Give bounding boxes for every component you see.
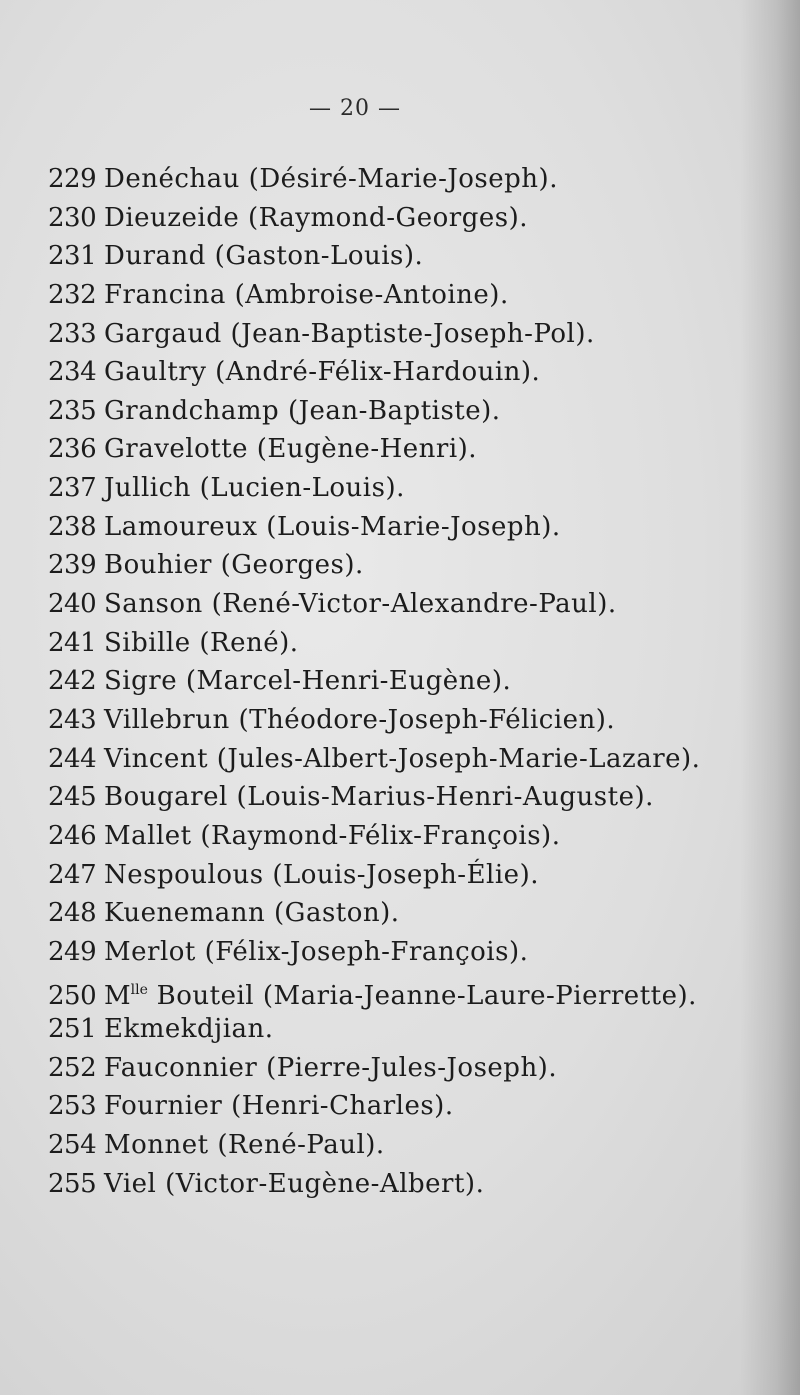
entry-number: 254 — [48, 1130, 97, 1161]
entry-name: Denéchau (Désiré-Marie-Joseph). — [104, 164, 558, 194]
entry-name: Villebrun (Théodore-Joseph-Félicien). — [104, 704, 616, 735]
entry-number: 246 — [48, 820, 97, 851]
list-item — [48, 1010, 768, 1049]
entry-name: Gravelotte (Eugène-Henri). — [104, 434, 478, 465]
list-item — [48, 160, 768, 199]
list-item — [48, 1126, 768, 1165]
entry-name: Merlot (Félix-Joseph-François). — [104, 936, 529, 967]
list-item — [48, 856, 768, 895]
list-item — [48, 585, 768, 624]
entry-name: Bouteil (Maria-Jeanne-Laure-Pierrette). — [147, 981, 697, 1012]
entry-name: Sanson (René-Victor-Alexandre-Paul). — [104, 589, 617, 620]
entry-name: Gargaud (Jean-Baptiste-Joseph-Pol). — [104, 318, 595, 349]
entry-number: 231 — [48, 241, 97, 272]
list-item — [48, 933, 768, 972]
entry-number: 252 — [48, 1052, 97, 1083]
entry-number: 239 — [48, 550, 97, 581]
entry-name: Grandchamp (Jean-Baptiste). — [104, 395, 501, 426]
entry-number: 232 — [48, 279, 97, 310]
entry-number: 250 — [48, 981, 97, 1012]
list-item — [48, 315, 768, 354]
list-item — [48, 662, 768, 701]
list-item — [48, 701, 768, 740]
entry-name: Monnet (René-Paul). — [104, 1130, 385, 1161]
name-list — [48, 160, 768, 1203]
entry-name: Sigre (Marcel-Henri-Eugène). — [104, 666, 512, 697]
list-item — [48, 1087, 768, 1126]
entry-name: Sibille (René). — [104, 627, 299, 658]
list-item — [48, 778, 768, 817]
list-item — [48, 1049, 768, 1088]
entry-number: 236 — [48, 434, 97, 465]
entry-name: Jullich (Lucien-Louis). — [104, 473, 405, 504]
entry-number: 233 — [48, 318, 97, 349]
entry-name: Fauconnier (Pierre-Jules-Joseph). — [104, 1052, 558, 1083]
entry-name: Bougarel (Louis-Marius-Henri-Auguste). — [104, 782, 654, 813]
entry-number: 237 — [48, 473, 97, 504]
entry-number: 244 — [48, 743, 97, 774]
page-number: — 20 — — [309, 96, 401, 121]
list-item — [48, 353, 768, 392]
list-item — [48, 430, 768, 469]
entry-number: 249 — [48, 936, 97, 967]
list-item — [48, 817, 768, 856]
entry-number: 235 — [48, 395, 97, 426]
entry-number: 240 — [48, 589, 97, 620]
entry-name: Vincent (Jules-Albert-Joseph-Marie-Lazare). — [104, 743, 701, 774]
entry-number: 251 — [48, 1014, 97, 1045]
entry-number: 245 — [48, 782, 97, 813]
entry-name: Fournier (Henri-Charles). — [104, 1091, 454, 1122]
list-item — [48, 508, 768, 547]
entry-number: 255 — [48, 1168, 97, 1199]
list-item — [48, 894, 768, 933]
entry-number: 241 — [48, 627, 97, 658]
list-item — [48, 237, 768, 276]
entry-name: Mallet (Raymond-Félix-François). — [104, 820, 561, 851]
entry-name: Ekmekdjian. — [104, 1014, 274, 1045]
list-item — [48, 546, 768, 585]
entry-name: Gaultry (André-Félix-Hardouin). — [104, 357, 541, 388]
entry-name: Viel (Victor-Eugène-Albert). — [104, 1168, 485, 1199]
entry-name: Lamoureux (Louis-Marie-Joseph). — [104, 511, 561, 542]
entry-name: Bouhier (Georges). — [104, 550, 364, 581]
entry-title-superscript: lle — [130, 982, 148, 999]
list-item — [48, 469, 768, 508]
entry-number: 253 — [48, 1091, 97, 1122]
list-item — [48, 740, 768, 779]
entry-number: 238 — [48, 511, 97, 542]
entry-number: 230 — [48, 202, 97, 233]
entry-name: Durand (Gaston-Louis). — [104, 241, 424, 272]
list-item — [48, 624, 768, 663]
entry-number: 247 — [48, 859, 97, 890]
entry-title: M — [104, 981, 131, 1012]
list-item — [48, 276, 768, 315]
entry-number: 248 — [48, 898, 97, 929]
entry-number: 242 — [48, 666, 97, 697]
entry-number: 229 — [48, 164, 97, 194]
entry-number: 243 — [48, 704, 97, 735]
list-item — [48, 392, 768, 431]
entry-name: Dieuzeide (Raymond-Georges). — [104, 202, 528, 233]
list-item — [48, 199, 768, 238]
entry-number: 234 — [48, 357, 97, 388]
entry-name: Nespoulous (Louis-Joseph-Élie). — [104, 859, 539, 890]
list-item — [48, 971, 768, 1010]
entry-name: Francina (Ambroise-Antoine). — [104, 279, 509, 310]
entry-name: Kuenemann (Gaston). — [104, 898, 400, 929]
list-item — [48, 1165, 768, 1204]
